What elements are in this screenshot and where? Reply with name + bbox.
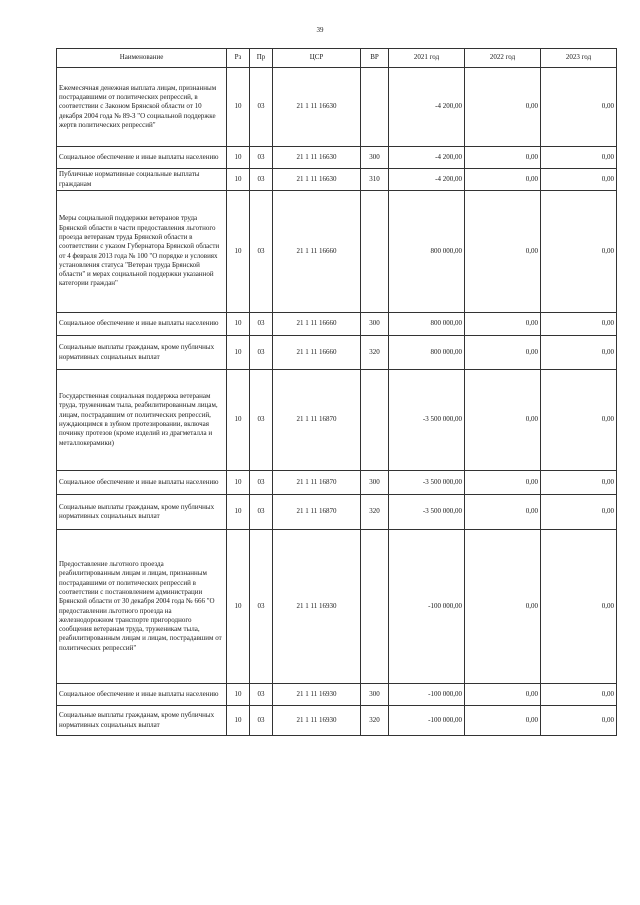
row-vr: 310 — [361, 169, 389, 191]
row-name: Публичные нормативные социальные выплаты гражданам — [57, 169, 227, 191]
row-vr: 300 — [361, 147, 389, 169]
row-pr: 03 — [250, 147, 273, 169]
row-vr: 300 — [361, 684, 389, 706]
row-2023: 0,00 — [541, 336, 617, 370]
row-rz: 10 — [227, 471, 250, 495]
row-pr: 03 — [250, 370, 273, 471]
table-row — [57, 495, 617, 530]
row-2021: -4 200,00 — [389, 169, 465, 191]
row-2022: 0,00 — [465, 684, 541, 706]
row-2022: 0,00 — [465, 313, 541, 336]
row-csr: 21 1 11 16630 — [273, 169, 361, 191]
row-vr: 320 — [361, 336, 389, 370]
row-2021: -4 200,00 — [389, 147, 465, 169]
row-2023: 0,00 — [541, 530, 617, 684]
row-vr — [361, 191, 389, 313]
row-2021: -3 500 000,00 — [389, 370, 465, 471]
row-rz: 10 — [227, 336, 250, 370]
row-name: Социальные выплаты гражданам, кроме публичных нормативных социальных выплат — [57, 336, 227, 370]
row-name: Меры социальной поддержки ветеранов труда Брянской области в части предоставления льготного проезда ветеранам труда Брянской области в соответствии с указом Губернатора Брянской области от 4 февраля 2013 года № 100 "О порядке и условиях установления статуса "Ветеран труда Брянской области" и мерах социальной поддержки указанной категории граждан" — [57, 191, 227, 313]
row-2023: 0,00 — [541, 147, 617, 169]
row-2023: 0,00 — [541, 471, 617, 495]
row-rz: 10 — [227, 169, 250, 191]
row-2021: -4 200,00 — [389, 68, 465, 147]
row-2022: 0,00 — [465, 191, 541, 313]
row-2022: 0,00 — [465, 530, 541, 684]
row-rz: 10 — [227, 530, 250, 684]
row-pr: 03 — [250, 530, 273, 684]
row-2022: 0,00 — [465, 336, 541, 370]
row-2022: 0,00 — [465, 495, 541, 530]
row-rz: 10 — [227, 370, 250, 471]
header-name: Наименование — [57, 49, 227, 68]
row-vr — [361, 370, 389, 471]
row-csr: 21 1 11 16930 — [273, 530, 361, 684]
row-vr: 300 — [361, 471, 389, 495]
row-csr: 21 1 11 16660 — [273, 191, 361, 313]
row-2023: 0,00 — [541, 684, 617, 706]
row-2021: -3 500 000,00 — [389, 471, 465, 495]
row-rz: 10 — [227, 313, 250, 336]
row-name: Ежемесячная денежная выплата лицам, признанным пострадавшими от политических репрессий, в соответствии с Законом Брянской области от 10 декабря 2004 года № 89-З "О социальной поддержке жертв политических репрессий" — [57, 68, 227, 147]
row-2021: 800 000,00 — [389, 191, 465, 313]
table-row — [57, 68, 617, 147]
row-2022: 0,00 — [465, 370, 541, 471]
row-name: Государственная социальная поддержка ветеранам труда, труженикам тыла, реабилитированным лицам, лицам, пострадавшим от политических репрессий, нуждающимся в зубном протезировании, включая починку протезов (кроме изделий из драгметалла и металлокерамики) — [57, 370, 227, 471]
row-name: Социальное обеспечение и иные выплаты населению — [57, 471, 227, 495]
row-2021: -3 500 000,00 — [389, 495, 465, 530]
table-row — [57, 313, 617, 336]
row-2023: 0,00 — [541, 191, 617, 313]
row-2021: 800 000,00 — [389, 313, 465, 336]
row-csr: 21 1 11 16630 — [273, 68, 361, 147]
budget-table — [56, 48, 617, 736]
row-2023: 0,00 — [541, 313, 617, 336]
row-name: Предоставление льготного проезда реабилитированным лицам и лицам, признанным пострадавшими от политических репрессий в соответствии с постановлением администрации Брянской области от 30 декабря 2004 года № 666 "О предоставлении льготного проезда на железнодорожном транспорте пригородного сообщения ветеранам труда, труженикам тыла, реабилитированным лицам и лицам, пострадавшим от политических репрессий" — [57, 530, 227, 684]
header-2023: 2023 год — [541, 49, 617, 68]
row-rz: 10 — [227, 147, 250, 169]
row-pr: 03 — [250, 684, 273, 706]
row-2023: 0,00 — [541, 495, 617, 530]
row-rz: 10 — [227, 684, 250, 706]
row-vr — [361, 530, 389, 684]
row-pr: 03 — [250, 336, 273, 370]
row-csr: 21 1 11 16660 — [273, 313, 361, 336]
row-pr: 03 — [250, 313, 273, 336]
table-row — [57, 336, 617, 370]
table-row — [57, 471, 617, 495]
table-row — [57, 169, 617, 191]
header-2021: 2021 год — [389, 49, 465, 68]
table-header-row — [57, 49, 617, 68]
row-pr: 03 — [250, 495, 273, 530]
row-csr: 21 1 11 16660 — [273, 336, 361, 370]
header-rz: Рз — [227, 49, 250, 68]
row-rz: 10 — [227, 68, 250, 147]
table-row — [57, 147, 617, 169]
header-pr: Пр — [250, 49, 273, 68]
row-2023: 0,00 — [541, 169, 617, 191]
row-2023: 0,00 — [541, 706, 617, 736]
table-row — [57, 191, 617, 313]
row-vr: 320 — [361, 706, 389, 736]
header-2022: 2022 год — [465, 49, 541, 68]
row-2022: 0,00 — [465, 68, 541, 147]
table-row — [57, 684, 617, 706]
row-vr: 320 — [361, 495, 389, 530]
page-number: 39 — [316, 26, 324, 34]
header-vr: ВР — [361, 49, 389, 68]
row-vr: 300 — [361, 313, 389, 336]
row-csr: 21 1 11 16630 — [273, 147, 361, 169]
row-pr: 03 — [250, 706, 273, 736]
row-name: Социальное обеспечение и иные выплаты населению — [57, 313, 227, 336]
row-2023: 0,00 — [541, 68, 617, 147]
row-name: Социальные выплаты гражданам, кроме публичных нормативных социальных выплат — [57, 706, 227, 736]
row-csr: 21 1 11 16870 — [273, 495, 361, 530]
row-2022: 0,00 — [465, 147, 541, 169]
row-2023: 0,00 — [541, 370, 617, 471]
table-row — [57, 530, 617, 684]
row-csr: 21 1 11 16930 — [273, 706, 361, 736]
table-row — [57, 370, 617, 471]
row-pr: 03 — [250, 68, 273, 147]
row-pr: 03 — [250, 471, 273, 495]
row-2022: 0,00 — [465, 169, 541, 191]
row-csr: 21 1 11 16930 — [273, 684, 361, 706]
row-2021: 800 000,00 — [389, 336, 465, 370]
table-row — [57, 706, 617, 736]
row-2022: 0,00 — [465, 706, 541, 736]
row-vr — [361, 68, 389, 147]
row-2021: -100 000,00 — [389, 706, 465, 736]
row-name: Социальные выплаты гражданам, кроме публичных нормативных социальных выплат — [57, 495, 227, 530]
row-2021: -100 000,00 — [389, 530, 465, 684]
row-2022: 0,00 — [465, 471, 541, 495]
row-rz: 10 — [227, 706, 250, 736]
row-2021: -100 000,00 — [389, 684, 465, 706]
row-csr: 21 1 11 16870 — [273, 370, 361, 471]
row-rz: 10 — [227, 495, 250, 530]
row-pr: 03 — [250, 169, 273, 191]
row-rz: 10 — [227, 191, 250, 313]
header-csr: ЦСР — [273, 49, 361, 68]
row-name: Социальное обеспечение и иные выплаты населению — [57, 147, 227, 169]
row-name: Социальное обеспечение и иные выплаты населению — [57, 684, 227, 706]
row-pr: 03 — [250, 191, 273, 313]
row-csr: 21 1 11 16870 — [273, 471, 361, 495]
